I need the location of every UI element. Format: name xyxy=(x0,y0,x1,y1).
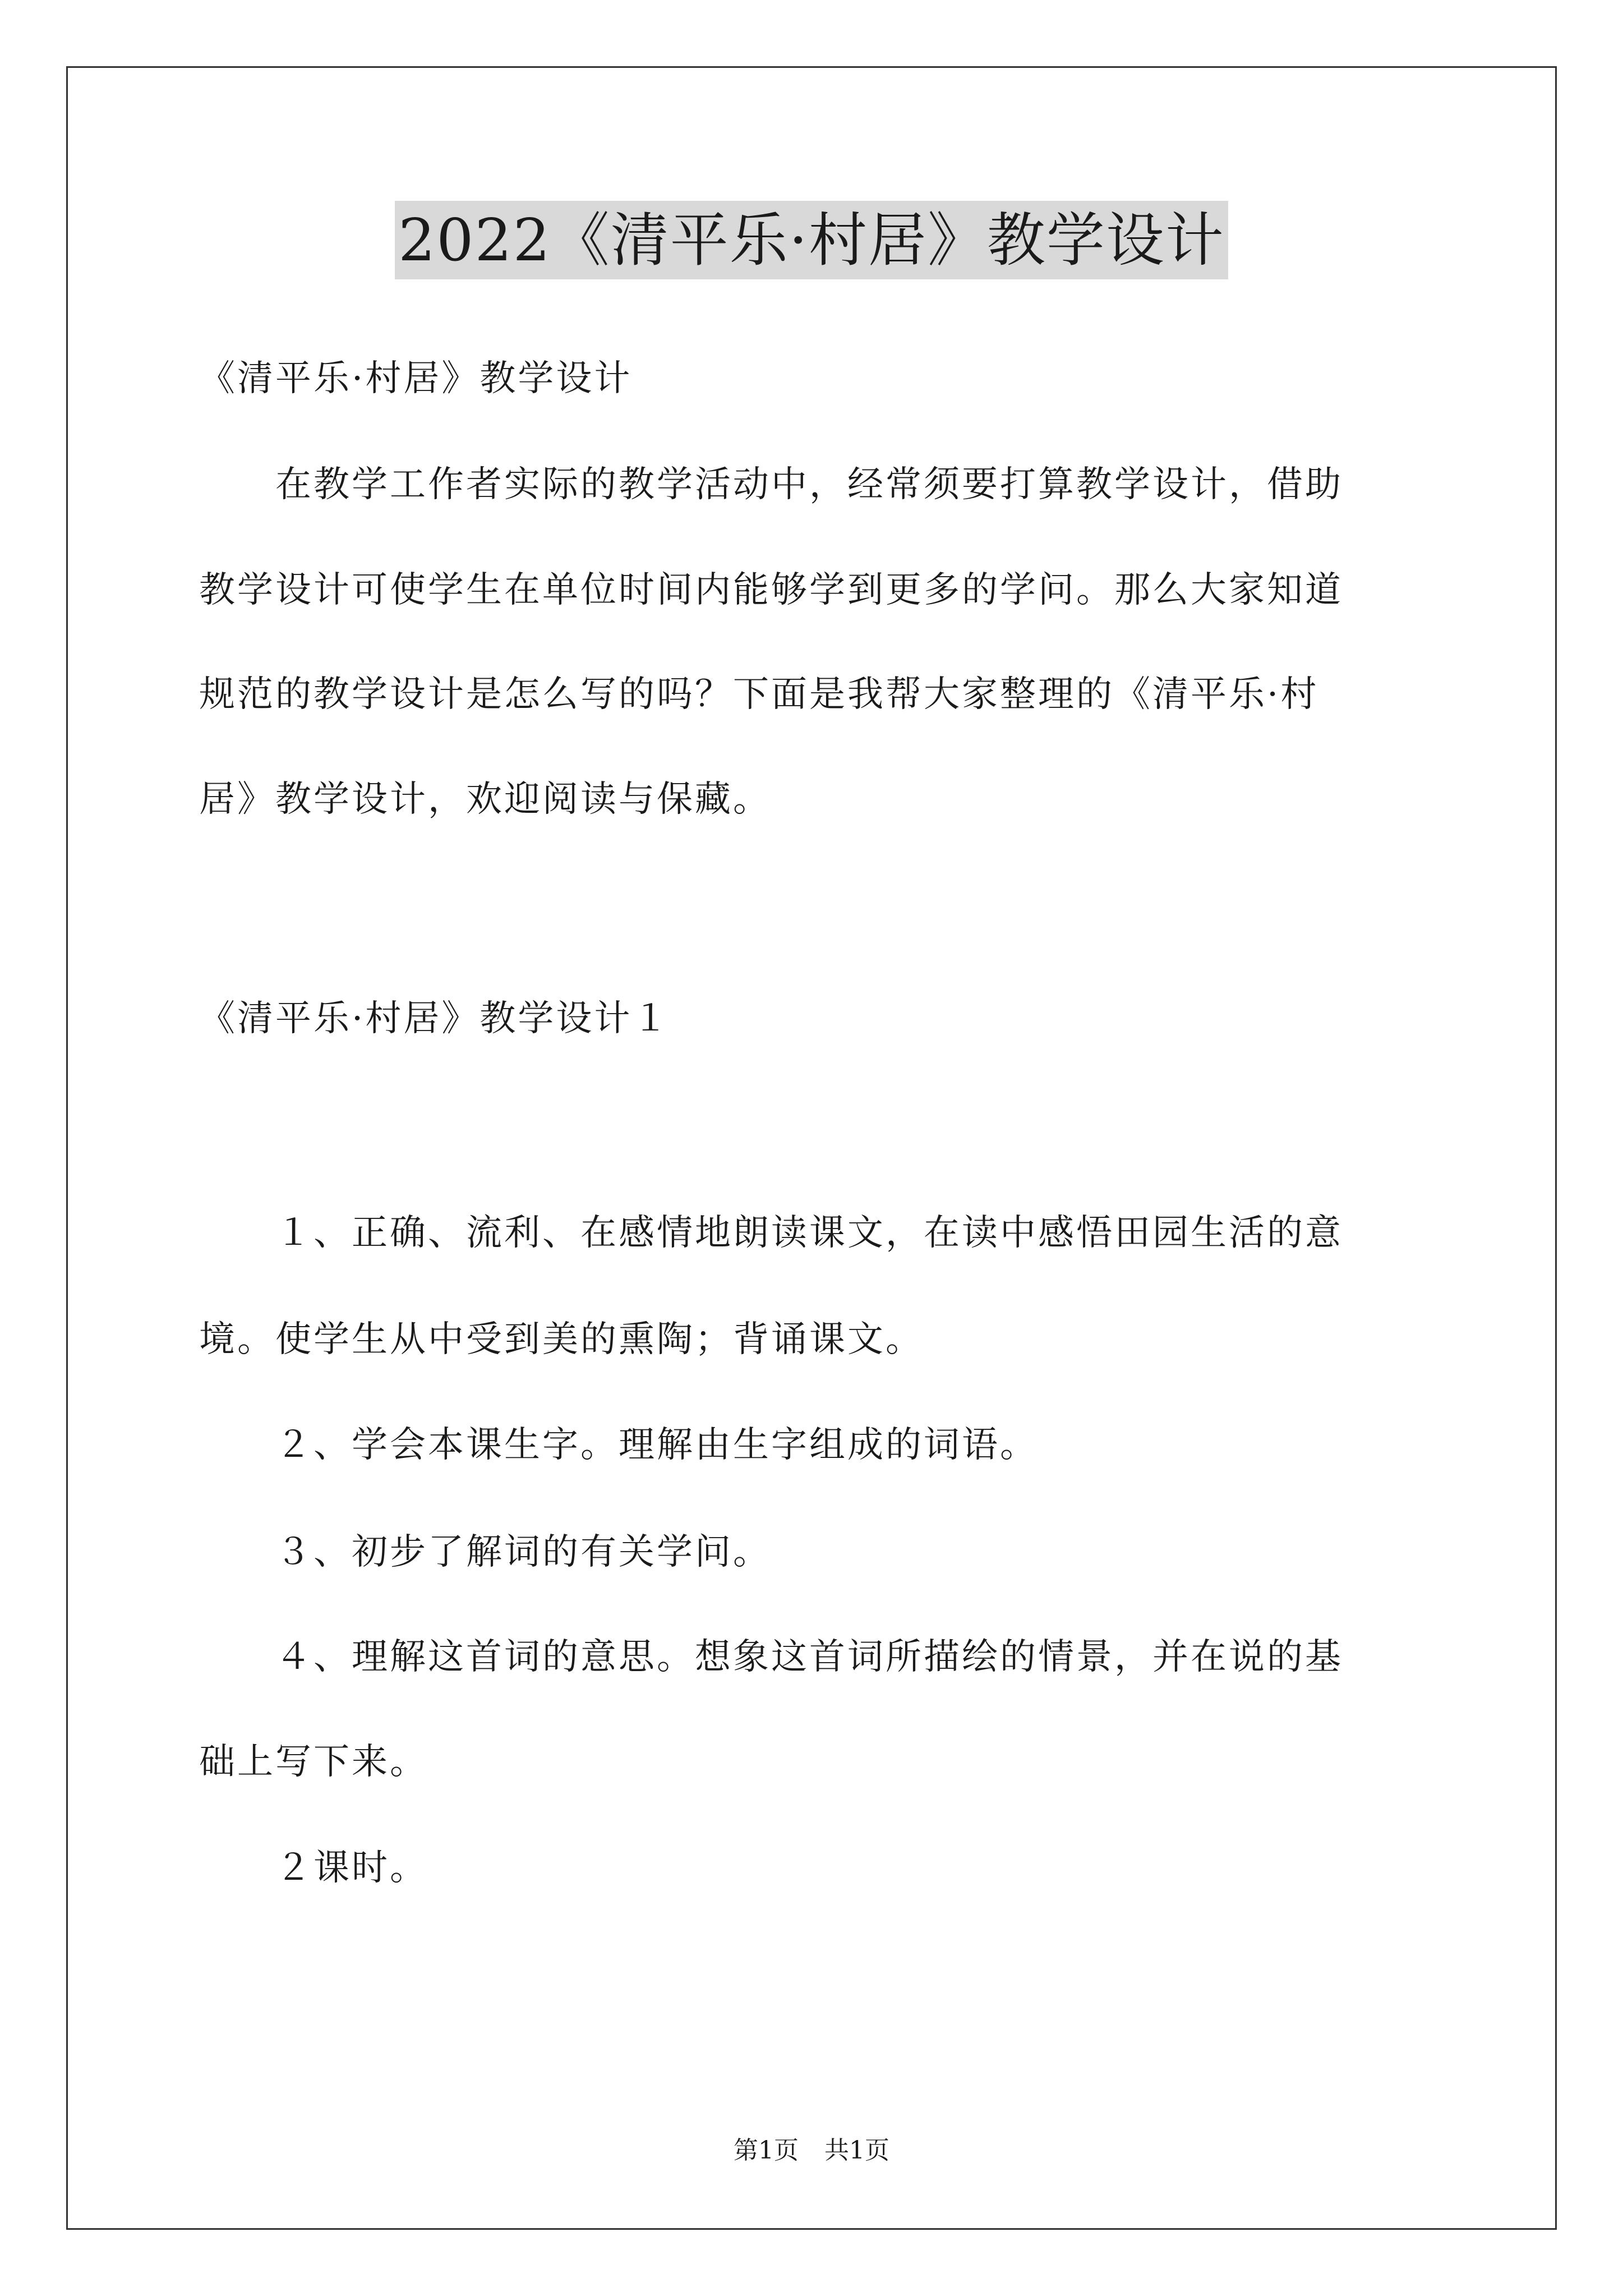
document-title: 2022《清平乐·村居》教学设计 xyxy=(395,201,1228,279)
paragraph-line: 居》教学设计，欢迎阅读与保藏。 xyxy=(199,779,771,820)
paragraph-line: 在教学工作者实际的教学活动中，经常须要打算教学设计，借助 xyxy=(199,464,1343,505)
paragraph-line: ４、理解这首词的意思。想象这首词所描绘的情景，并在说的基 xyxy=(199,1636,1343,1678)
paragraph-line: 教学设计可使学生在单位时间内能够学到更多的学问。那么大家知道 xyxy=(199,569,1343,611)
paragraph-line: ２、学会本课生字。理解由生字组成的词语。 xyxy=(199,1424,1038,1466)
paragraph-line: 础上写下来。 xyxy=(199,1741,428,1783)
page-total: 共1页 xyxy=(824,2136,889,2165)
paragraph-line: 境。使学生从中受到美的熏陶；背诵课文。 xyxy=(199,1319,924,1360)
paragraph-line: ２课时。 xyxy=(199,1847,428,1889)
page-number: 第1页 xyxy=(734,2136,799,2165)
page-footer xyxy=(0,2135,1623,2166)
section-heading: 《清平乐·村居》教学设计１ xyxy=(199,998,671,1039)
paragraph-line: １、正确、流利、在感情地朗读课文，在读中感悟田园生活的意 xyxy=(199,1212,1343,1254)
title-container xyxy=(0,201,1623,279)
paragraph-line: 规范的教学设计是怎么写的吗？下面是我帮大家整理的《清平乐·村 xyxy=(199,674,1319,715)
subtitle-line: 《清平乐·村居》教学设计 xyxy=(199,358,633,399)
paragraph-line: ３、初步了解词的有关学问。 xyxy=(199,1531,771,1573)
